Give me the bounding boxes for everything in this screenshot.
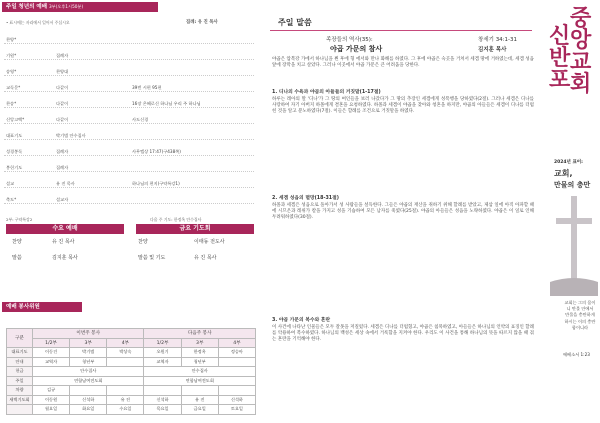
church-name-right: 중 앙 교 회 (570, 6, 592, 97)
volunteer-cell: 목요일 (144, 405, 181, 415)
order-row (4, 52, 254, 60)
order-cell: 다같이 (56, 85, 69, 90)
volunteer-row (7, 348, 256, 358)
volunteer-cell: 교역자 (144, 357, 181, 367)
order-row (4, 180, 254, 188)
footer-right: 다음 주 기도: 한정옥 안수집사 (150, 217, 202, 222)
volunteer-row-label: 대표기도 (7, 348, 33, 358)
standing-note: • 표시에는 자리에서 일어서 주십시오 (6, 20, 70, 25)
volunteer-subheader: 4부 (107, 338, 144, 348)
order-cell: 찬양* (6, 37, 17, 42)
volunteer-row-label: 헌금 (7, 367, 33, 377)
section-heading: 2. 세겜 성읍의 멸망(18-31절) (272, 196, 339, 201)
order-row (4, 100, 254, 108)
worship-cell: 유 진 목사 (194, 255, 217, 261)
friday-prayer-bar: 금요 기도회 (136, 224, 254, 234)
order-cell: 사도신경 (132, 117, 149, 122)
order-row (4, 132, 254, 140)
sermon-section-title: 주일 말씀 (278, 18, 312, 27)
volunteer-row (7, 395, 256, 405)
volunteer-subheader: 3부 (181, 338, 218, 348)
verse-ref: 에베소서 1:23 (563, 352, 590, 357)
volunteer-row (7, 357, 256, 367)
order-cell: 봉헌기도 (6, 165, 23, 170)
order-cell: 찬양대 (56, 69, 69, 74)
wednesday-service-bar: 수요 예배 (6, 224, 124, 234)
left-page (0, 0, 258, 423)
order-cell: 교독문* (6, 85, 21, 90)
volunteer-cell: 정승아 (218, 348, 255, 358)
volunteer-cell: 청년부 (70, 357, 107, 367)
volunteer-cell (144, 386, 181, 396)
youth-service-time: 3부(오후1시50분) (48, 4, 84, 9)
volunteer-cell: 신석하 (218, 395, 255, 405)
divider (270, 30, 532, 31)
section-heading: 1. 디나의 수욕과 야곱의 아들들의 거짓말(1-17절) (272, 90, 381, 95)
scripture-ref: 창세기 34:1-31 (478, 37, 518, 43)
preacher: 김지훈 목사 (478, 47, 507, 53)
section-text: 하몰과 세겜은 성읍으로 돌아가서 성 사람들을 설득한다. 그들은 야곱의 재산을 취하기 위해 할례를 받았고, 제삼 일에 아직 아파할 때에 시므온과 레위가 칼을 가지고 성을 기습하여 모든 남자를 죽였다(25절). 야곱의 아들들은 성읍을 노략하였다. 야곱은 이 일로 인해 두려워하였다(30절). (272, 202, 534, 221)
volunteer-cell: 유 진 (181, 395, 218, 405)
volunteer-cell (70, 386, 107, 396)
order-row (4, 68, 254, 76)
order-cell: 축도* (6, 197, 17, 202)
volunteer-cell: 수요일 (107, 405, 144, 415)
order-cell: 다같이 (56, 117, 69, 122)
volunteer-cell: 박상숙 (107, 348, 144, 358)
volunteer-table (6, 328, 256, 415)
volunteer-cell: 청년부 (181, 357, 218, 367)
volunteer-row-label: 안내 (7, 357, 33, 367)
volunteer-row-label: 주일 (7, 376, 33, 386)
order-cell: 설교 (6, 181, 15, 186)
volunteer-subheader: 3부 (70, 338, 107, 348)
cross-icon (550, 196, 598, 296)
year-label: 2024년 표어: (554, 160, 583, 165)
volunteer-row-label: 차량 (7, 386, 33, 396)
volunteer-cell: 금요일 (181, 405, 218, 415)
order-row (4, 164, 254, 172)
volunteer-cell (218, 386, 255, 396)
volunteer-cell: 신석하 (70, 395, 107, 405)
volunteer-row-label (7, 405, 33, 415)
order-cell: 성경봉독 (6, 149, 23, 154)
sermon-title: 야곱 가문의 참사 (330, 45, 383, 53)
sermon-intro: 야곱은 압복강 가에서 하나님을 뵌 후에 형 에서와 만나 화해를 하였다. 그 후에 야곱은 숙곳을 거쳐서 세겜 땅에 거하였는데, 세겜 성읍 앞에 장막을 치고 살았다. 그러나 이곳에서 야곱 가문은 큰 어려움을 당한다. (272, 57, 534, 69)
order-cell: 박기범 안수집사 (56, 133, 86, 138)
order-cell: 신앙고백* (6, 117, 25, 122)
order-cell: 다같이 (56, 101, 69, 106)
volunteer-cell (107, 357, 144, 367)
order-cell: 39번 시편 95편 (132, 85, 162, 90)
volunteer-cell: 박기범 (70, 348, 107, 358)
worship-cell: 찬양 (12, 239, 22, 245)
volunteer-cell: 김규 (33, 386, 70, 396)
worship-cell: 말씀 (12, 255, 22, 261)
volunteer-cell: 토요일 (218, 405, 255, 415)
order-cell: 유 진 목사 (56, 181, 75, 186)
order-cell: 집례자 (56, 165, 69, 170)
order-cell: 하나님의 편지(구약특강1) (132, 181, 180, 186)
volunteer-cell: 연합남여전도회 (144, 376, 256, 386)
section-text: 이 사건에 나타난 인물들은 모두 잘못을 저질렀다. 세겜은 디나를 더럽혔고, 야곱은 침묵하였고, 아들들은 하나님의 언약의 표징인 할례를 악용하여 복수하였다. 하나님의 백성은 세상 속에서 거룩함을 지켜야 한다. 우리도 이 사건을 통해 하나님의 뜻을 따르지 않을 때 겪는 혼란을 기억해야 한다. (272, 324, 534, 343)
leader-label: 집례: 유 진 목사 (186, 20, 218, 25)
volunteer-cell: 안수집사 (33, 367, 144, 377)
volunteer-cell (218, 357, 255, 367)
volunteer-row (7, 405, 256, 415)
order-cell: 송영* (6, 69, 17, 74)
order-row (4, 148, 254, 156)
volunteer-row (7, 386, 256, 396)
footer-left: 2부: 구약특강2 (6, 217, 33, 222)
order-cell: 집례자 (56, 149, 69, 154)
volunteer-cell: 신석하 (144, 395, 181, 405)
church-name-left: 신 반 포 (549, 24, 571, 93)
volunteer-row (7, 367, 256, 377)
theme-verse: 교회는 그의 몸이니 만물 안에서 만물을 충만하게 하시는 이의 충만함이니라 (564, 300, 596, 330)
volunteer-cell (107, 386, 144, 396)
volunteer-cell: 이동원 (33, 395, 70, 405)
volunteer-subheader: 1/2부 (144, 338, 181, 348)
worship-cell: 김지훈 목사 (52, 255, 78, 261)
motto-b: 만물의 충만 (554, 181, 591, 189)
volunteer-title: 예배 봉사위원 (6, 304, 40, 310)
volunteer-bar (2, 302, 82, 312)
volunteer-header-next: 다음주 봉사 (144, 329, 256, 339)
volunteer-cell (181, 386, 218, 396)
section-text: 하루는 레아의 딸 '디나'가 그 땅의 여인들을 보러 나갔다가 그 땅의 추장인 세겜에게 성폭행을 당하였다(2절). 그러나 세겜은 디나를 사랑하여 자기 아버지 하몰에게 결혼을 요청하였다. 하몰과 세겜이 야곱을 찾아와 청혼을 하지만, 야곱의 아들들은 세겜이 디나를 더럽힌 것을 알고 분노하였다(7절). 이들은 할례를 조건으로 거짓말을 하였다. (272, 96, 534, 115)
right-page (264, 0, 600, 423)
section-heading: 3. 야곱 가문의 복수와 혼란 (272, 318, 331, 323)
sermon-section (272, 318, 534, 343)
worship-cell: 찬양 (138, 239, 148, 245)
volunteer-row (7, 376, 256, 386)
volunteer-cell: 이동건 (33, 348, 70, 358)
order-cell: 16장 은혜로신 하나님 우리 주 하나님 (132, 101, 201, 106)
youth-service-title: 주일 청년의 예배 (6, 4, 48, 10)
volunteer-header-this: 이번주 봉사 (33, 329, 144, 339)
volunteer-cell: 교역자 (33, 357, 70, 367)
youth-service-bar (2, 2, 158, 12)
volunteer-cell: 안수집사 (144, 367, 256, 377)
order-row (4, 36, 254, 44)
order-row (4, 116, 254, 124)
worship-row (6, 252, 256, 264)
volunteer-subheader: 1/2부 (33, 338, 70, 348)
order-row (4, 84, 254, 92)
volunteer-cell: 한정옥 (181, 348, 218, 358)
volunteer-cell: 유 진 (107, 395, 144, 405)
volunteer-cell: 월요일 (33, 405, 70, 415)
order-cell: 찬송* (6, 101, 17, 106)
sermon-section (272, 90, 534, 115)
worship-cell: 이태동 전도사 (194, 239, 225, 245)
volunteer-header-div: 구분 (7, 329, 33, 348)
volunteer-cell: 화요일 (70, 405, 107, 415)
worship-cell: 유 진 목사 (52, 239, 75, 245)
order-row (4, 196, 254, 204)
volunteer-row-label: 새벽기도회 (7, 395, 33, 405)
volunteer-cell: 오원기 (144, 348, 181, 358)
volunteer-cell: 연합남여전도회 (33, 376, 144, 386)
volunteer-subheader: 4부 (218, 338, 255, 348)
worship-cell: 말씀 및 기도 (138, 255, 166, 261)
sermon-series: 족장들의 역사(35): (326, 37, 373, 43)
motto-a: 교회, (554, 169, 573, 178)
worship-row (6, 236, 256, 248)
order-cell: 대표기도 (6, 133, 23, 138)
order-cell: 사무엘상 17:47(구438쪽) (132, 149, 181, 154)
order-cell: 집례자 (56, 53, 69, 58)
order-cell: 설교자 (56, 197, 69, 202)
order-cell: 기원* (6, 53, 17, 58)
sermon-section (272, 196, 534, 221)
